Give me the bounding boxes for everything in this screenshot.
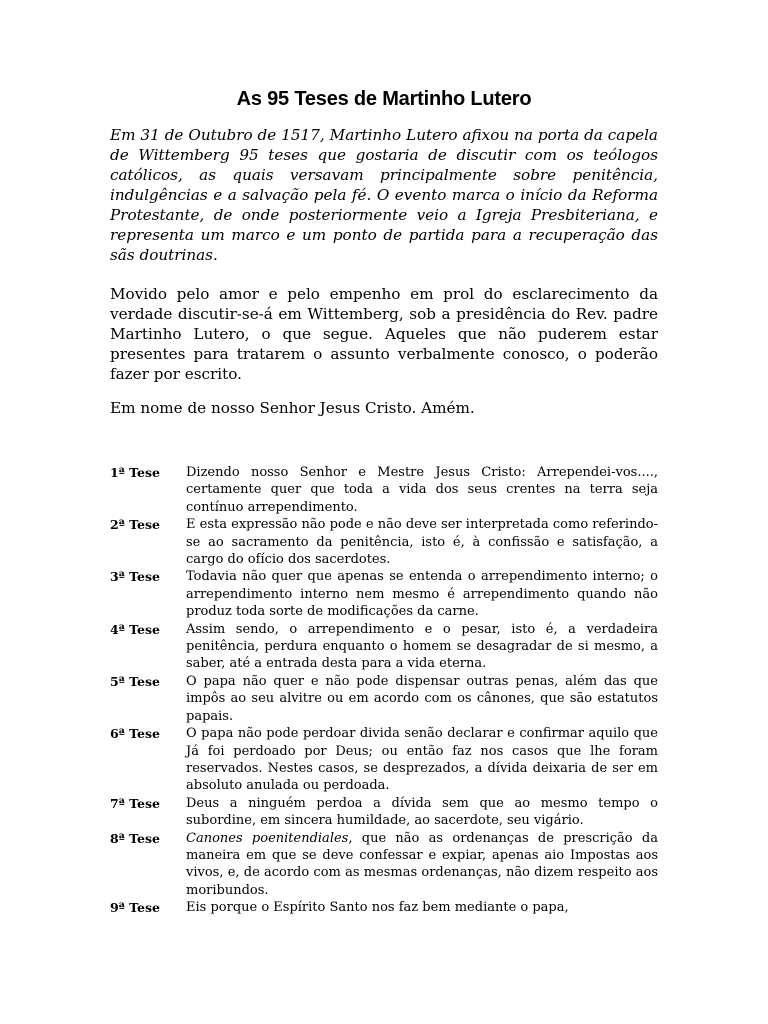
thesis-label: 1ª Tese xyxy=(110,465,160,480)
thesis-item xyxy=(110,621,658,673)
thesis-text: O papa não pode perdoar divida senão declarar e confirmar aquilo que Já foi perdoado por Deus; ou então faz nos casos que lhe foram reservados. Nestes casos, se desprezados, a dívida deixaria de ser em absoluto anulada ou perdoada. xyxy=(186,726,658,794)
thesis-text xyxy=(186,830,658,900)
thesis-text: E esta expressão não pode e não deve ser interpretada como referindo-se ao sacramento da penitência, isto é, à confissão e satisfação, a cargo do ofício dos sacerdotes. xyxy=(186,517,658,568)
thesis-label: 3ª Tese xyxy=(110,569,160,585)
thesis-text: Dizendo nosso Senhor e Mestre Jesus Cristo: Arrependei-vos...., certamente quer que toda a vida dos seus crentes na terra seja contínuo arrependimento. xyxy=(186,465,658,515)
thesis-item xyxy=(110,673,658,725)
thesis-text: Deus a ninguém perdoa a dívida sem que ao mesmo tempo o subordine, em sincera humildade, ao sacerdote, seu vigário. xyxy=(186,795,658,829)
thesis-item xyxy=(110,568,658,620)
thesis-latin-term: Canones poenitendiales xyxy=(186,830,349,846)
thesis-item xyxy=(110,516,658,568)
intro-paragraph: Em 31 de Outubro de 1517, Martinho Lutero afixou na porta da capela de Wittemberg 95 teses que gostaria de discutir com os teólogos católicos, as quais versavam principalmente sobre penitência, indulgências e a salvação pela fé. O evento marca o início da Reforma Protestante, de onde posteriormente veio a Igreja Presbiteriana, e representa um marco e um ponto de partida para a recuperação das sãs doutrinas. xyxy=(110,126,658,264)
thesis-label: 5ª Tese xyxy=(110,673,160,689)
theses-list xyxy=(110,464,658,917)
thesis-label: 6ª Tese xyxy=(110,726,160,742)
preamble-paragraph: Movido pelo amor e pelo empenho em prol do esclarecimento da verdade discutir-se-á em Wittemberg, sob a presidência do Rev. padre Martinho Lutero, o que segue. Aqueles que não puderem estar presentes para tratarem o assunto verbalmente conosco, o poderão fazer por escrito. xyxy=(110,285,658,383)
document-title: As 95 Teses de Martinho Lutero xyxy=(236,88,532,110)
thesis-item xyxy=(110,725,658,795)
thesis-label: 2ª Tese xyxy=(110,517,160,533)
thesis-text: Assim sendo, o arrependimento e o pesar, isto é, a verdadeira penitência, perdura enquanto o homem se desagradar de si mesmo, a saber, até a entrada desta para a vida eterna. xyxy=(186,621,658,672)
thesis-text-rest: , que não as ordenanças de prescrição da maneira em que se deve confessar e expiar, apenas aio Impostas aos vivos, e, de acordo com as mesmas ordenanças, não dizem respeito aos moribundos. xyxy=(186,830,658,898)
thesis-text: Eis porque o Espírito Santo nos faz bem mediante o papa, xyxy=(186,900,569,916)
thesis-item xyxy=(110,830,658,900)
thesis-label: 9ª Tese xyxy=(110,900,160,916)
thesis-item xyxy=(110,795,658,830)
invocation-line: Em nome de nosso Senhor Jesus Cristo. Amém. xyxy=(110,399,475,417)
thesis-label: 8ª Tese xyxy=(110,830,160,846)
document-body xyxy=(110,88,658,418)
thesis-text: Todavia não quer que apenas se entenda o arrependimento interno; o arrependimento interno nem mesmo é arrependimento quando não produz toda sorte de modificações da carne. xyxy=(186,569,658,620)
thesis-item xyxy=(110,899,658,916)
thesis-label: 4ª Tese xyxy=(110,621,160,637)
thesis-text: O papa não quer e não pode dispensar outras penas, além das que impôs ao seu alvitre ou em acordo com os cânones, que são estatutos papais. xyxy=(186,673,658,724)
thesis-item xyxy=(110,464,658,516)
thesis-label: 7ª Tese xyxy=(110,795,160,811)
